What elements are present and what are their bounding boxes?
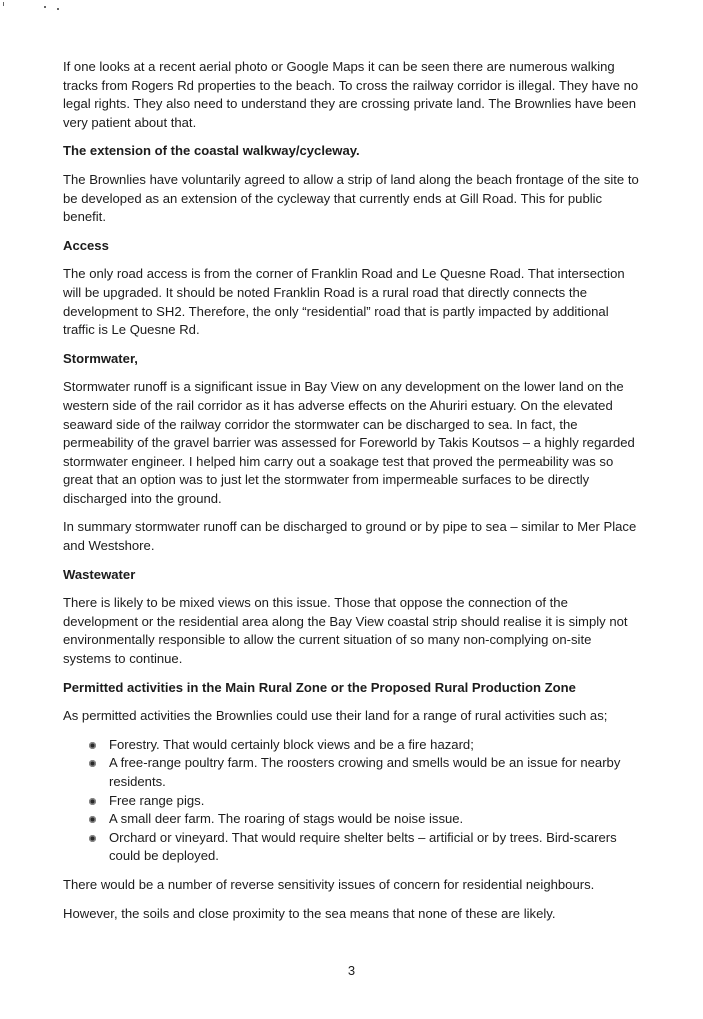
paragraph-stormwater-summary: In summary stormwater runoff can be discharged to ground or by pipe to sea – similar to Mer Place and Westshore. (63, 519, 637, 554)
list-item (109, 736, 641, 755)
document-body (63, 58, 641, 933)
heading-permitted-activities: Permitted activities in the Main Rural Zone or the Proposed Rural Production Zone (63, 679, 576, 695)
bullet-icon (89, 816, 96, 823)
paragraph-wastewater: There is likely to be mixed views on this issue. Those that oppose the connection of the development or the residential area along the Bay View coastal strip should realise it is simply not environmentally responsible to allow the current situation of so many non-complying on-site systems to continue. (63, 595, 628, 667)
scan-mark (57, 8, 59, 10)
list-item-text: Forestry. That would certainly block views and be a fire hazard; (109, 736, 474, 752)
heading-extension: The extension of the coastal walkway/cycleway. (63, 143, 360, 159)
paragraph-reverse-sensitivity: There would be a number of reverse sensitivity issues of concern for residential neighbours. (63, 876, 595, 892)
list-item-text: Free range pigs. (109, 792, 205, 808)
paragraph-stormwater: Stormwater runoff is a significant issue in Bay View on any development on the lower land on the western side of the rail corridor as it has adverse effects on the Ahuriri estuary. On the elevated seaward side of the railway corridor the stormwater can be discharged to sea. In fact, the permeability of the gravel barrier was assessed for Foreworld by Takis Koutsos – a highly regarded stormwater engineer. I helped him carry out a soakage test that proved the permeability was so great that an option was to just let the stormwater from impermeable surfaces to be directly discharged into the ground. (63, 379, 635, 506)
heading-stormwater: Stormwater, (63, 350, 138, 366)
list-item-text: Orchard or vineyard. That would require shelter belts – artificial or by trees. Bird-scarers could be deployed. (109, 829, 617, 864)
paragraph-conclusion: However, the soils and close proximity to the sea means that none of these are likely. (63, 905, 556, 921)
page-number: 3 (347, 963, 356, 978)
list-item-text: A small deer farm. The roaring of stags would be noise issue. (109, 811, 464, 827)
heading-access: Access (63, 237, 109, 253)
bullet-icon (89, 742, 96, 749)
list-item (109, 754, 641, 791)
paragraph-walking-tracks: If one looks at a recent aerial photo or Google Maps it can be seen there are numerous walking tracks from Rogers Rd properties to the beach. To cross the railway corridor is illegal. They have no legal rights. They also need to understand they are crossing private land. The Brownlies have been very patient about that. (63, 59, 639, 130)
paragraph-permitted-activities: As permitted activities the Brownlies could use their land for a range of rural activities such as; (63, 708, 608, 724)
heading-wastewater: Wastewater (63, 566, 136, 582)
scan-mark (3, 2, 4, 6)
list-item (109, 792, 641, 811)
bullet-icon (89, 760, 96, 767)
scan-mark (44, 6, 46, 8)
activities-list (63, 736, 641, 866)
list-item (109, 829, 641, 866)
list-item-text: A free-range poultry farm. The roosters crowing and smells would be an issue for nearby residents. (109, 755, 621, 789)
list-item (109, 810, 641, 829)
bullet-icon (89, 798, 96, 805)
bullet-icon (89, 835, 96, 842)
paragraph-extension: The Brownlies have voluntarily agreed to allow a strip of land along the beach frontage of the site to be developed as an extension of the cycleway that currently ends at Gill Road. This for public benefit. (63, 171, 639, 225)
paragraph-access: The only road access is from the corner of Franklin Road and Le Quesne Road. That intersection will be upgraded. It should be noted Franklin Road is a rural road that directly connects the development to SH2. Therefore, the only “residential” road that is partly impacted by additional traffic is Le Quesne Rd. (63, 266, 625, 338)
